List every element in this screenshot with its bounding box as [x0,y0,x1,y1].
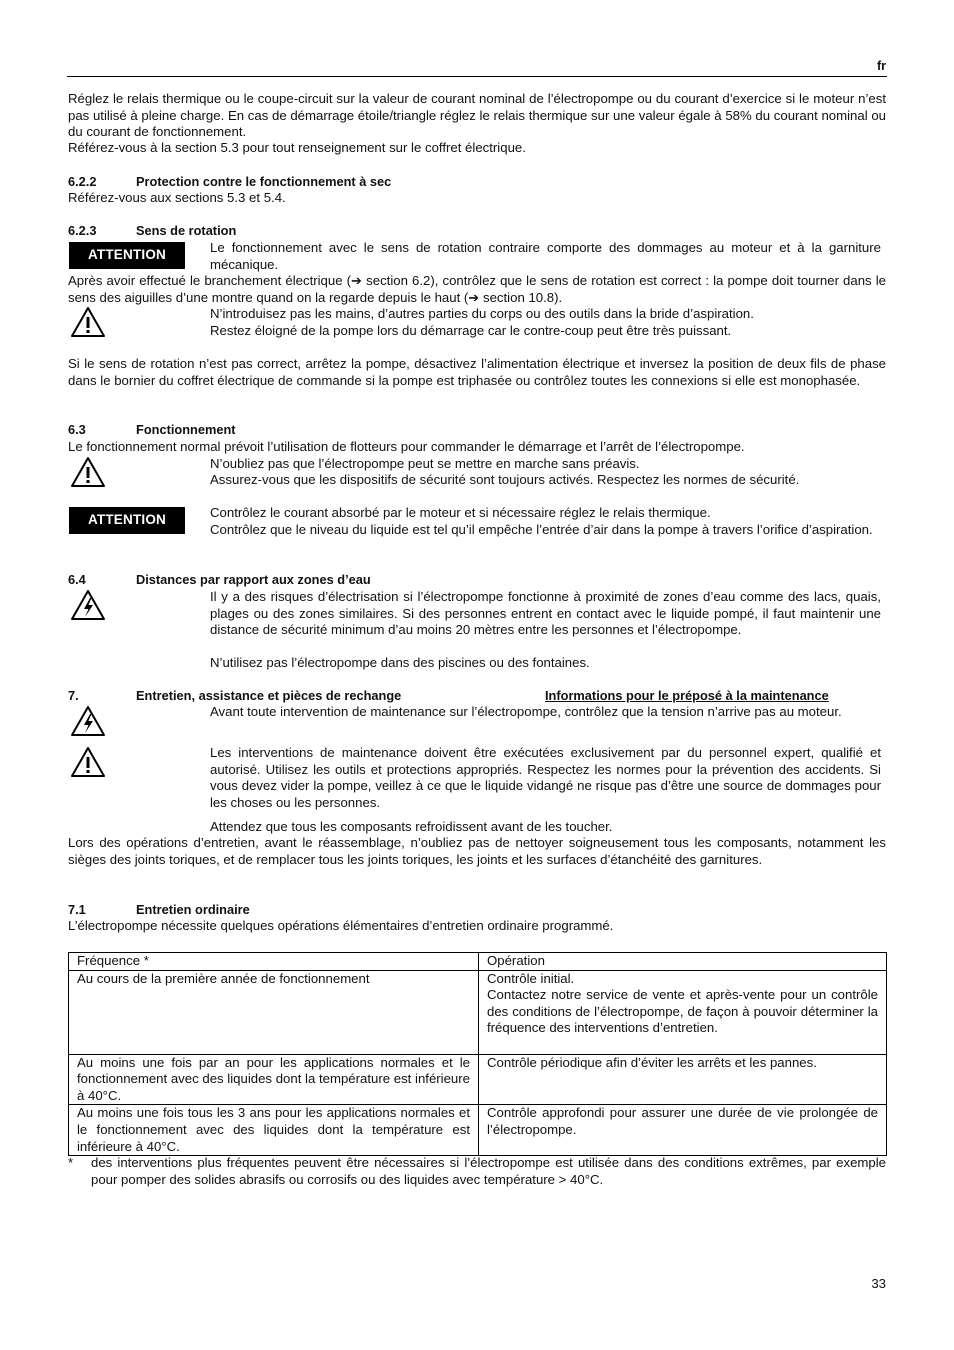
warning-triangle-icon [70,306,106,338]
electric-hazard-icon [70,705,106,737]
table-row [69,1054,887,1105]
section-6-4-heading: 6.4 Distances par rapport aux zones d’eau [68,572,371,587]
table-header-row [69,953,887,971]
section-6-2-2-heading: 6.2.2 Protection contre le fonctionnement à sec [68,174,392,189]
table-row [69,1105,887,1156]
table-row [69,970,887,1054]
section-6-3-heading: 6.3 Fonctionnement [68,422,236,437]
attention-level-text: Contrôlez que le niveau du liquide est tel qu’il empêche l’entrée d’air dans la pompe à travers l’orifice d’aspiration. [210,522,873,537]
maintenance-personnel-text: Les interventions de maintenance doivent être exécutées exclusivement par du personnel expert, qualifié et autorisé. Utilisez les outils et protections appropriés. Respectez les normes pour la prévention des accidents. Si vous devez vider la pompe, veillez à ce que le liquide vidangé ne risque pas d’être une source de dommages pour les choses ou les personnes. [210,745,881,810]
electrocution-paragraph: Il y a des risques d’électrisation si l’électropompe fonctionne à proximité de zones d’eau comme des lacs, quais, plages ou des zones similaires. Si des personnes entrent en contact avec le liquide pompé, il faut maintenir une distance de sécurité minimum d’au moins 20 mètres entre les personnes et l’électropompe. [210,589,881,638]
rotation-incorrect-paragraph: Si le sens de rotation n’est pas correct, arrêtez la pompe, désactivez l’alimentation électrique et inversez la position de deux fils de phase dans le bornier du coffret électrique de commande si la pompe est triphasée ou contrôlez toutes les connexions si elle est monophasée. [68,356,886,388]
header-rule [67,76,887,77]
maintenance-table [68,952,887,1156]
table-cell: Au moins une fois par an pour les applications normales et le fonctionnement avec des liquides dont la température est inférieure à 40°C. [69,1054,479,1105]
attention-text: Le fonctionnement avec le sens de rotation contraire comporte des dommages au moteur et à la garniture mécanique. [210,240,881,272]
attention-badge: ATTENTION [69,242,185,269]
pools-paragraph: N’utilisez pas l’électropompe dans des piscines ou des fontaines. [210,655,590,670]
warning-start-text: N’oubliez pas que l’électropompe peut se mettre en marche sans préavis. [210,456,640,471]
warning-triangle-icon [70,456,106,488]
attention-current-text: Contrôlez le courant absorbé par le moteur et si nécessaire réglez le relais thermique. [210,505,711,520]
electric-hazard-icon [70,589,106,621]
table-header-frequency: Fréquence * [69,953,479,971]
section-6-2-2-text: Référez-vous aux sections 5.3 et 5.4. [68,190,286,205]
maintenance-reassembly-paragraph: Lors des opérations d’entretien, avant le réassemblage, n’oubliez pas de nettoyer soigneusement tous les composants, notamment les sièges des joints toriques, et de remplacer tous les joints toriques, les joints et les surfaces d’étanchéité des garnitures. [68,835,886,867]
footnote-text: des interventions plus fréquentes peuvent être nécessaires si l’électropompe est utilisée dans des conditions extrêmes, par exemple pour pomper des solides abrasifs ou corrosifs ou des liquides avec température > 40°C. [91,1155,886,1187]
warning-kickback-text: Restez éloigné de la pompe lors du démarrage car le contre-coup peut être très puissant. [210,323,732,338]
intro-reference: Référez-vous à la section 5.3 pour tout renseignement sur le coffret électrique. [68,140,526,155]
table-cell: Contrôle approfondi pour assurer une durée de vie prolongée de l’électropompe. [479,1105,887,1156]
language-code: fr [876,59,886,73]
rotation-check-paragraph: Après avoir effectué le branchement électrique (➔ section 6.2), contrôlez que le sens de rotation est correct : la pompe doit tourner dans le sens des aiguilles d’une montre quand on la regarde depuis le haut (➔ section 10.8). [68,273,886,305]
table-cell: Au moins une fois tous les 3 ans pour les applications normales et le fonctionnement avec des liquides dont la température est inférieure à 40°C. [69,1105,479,1156]
maintenance-info-heading: Informations pour le préposé à la maintenance [545,688,829,703]
ordinary-maintenance-text: L’électropompe nécessite quelques opérations élémentaires d’entretien ordinaire programmé. [68,918,614,933]
warning-triangle-icon [70,746,106,778]
maintenance-voltage-text: Avant toute intervention de maintenance sur l’électropompe, contrôlez que la tension n’arrive pas au moteur. [210,704,842,719]
page-number: 33 [871,1276,886,1291]
operation-paragraph: Le fonctionnement normal prévoit l’utilisation de flotteurs pour commander le démarrage et l’arrêt de l’électropompe. [68,439,745,454]
table-header-operation: Opération [479,953,887,971]
section-7-heading: 7. Entretien, assistance et pièces de rechange [68,688,402,703]
maintenance-cooldown-text: Attendez que tous les composants refroidissent avant de les toucher. [210,819,613,834]
intro-paragraph: Réglez le relais thermique ou le coupe-circuit sur la valeur de courant nominal de l’électropompe ou du courant d’exercice si le moteur n’est pas utilisé à pleine charge. En cas de démarrage étoile/triangle réglez le relais thermique sur une valeur égale à 58% du courant nominal ou du courant de fonctionnement. [68,91,886,140]
attention-badge: ATTENTION [69,507,185,534]
section-7-1-heading: 7.1 Entretien ordinaire [68,902,250,917]
table-cell: Contrôle initial. Contactez notre service de vente et après-vente pour un contrôle des conditions de l’électropompe, de façon à pouvoir déterminer la fréquence des interventions d’entretien. [479,970,887,1054]
section-6-2-3-heading: 6.2.3 Sens de rotation [68,223,237,238]
warning-safety-text: Assurez-vous que les dispositifs de sécurité sont toujours activés. Respectez les normes de sécurité. [210,472,800,487]
warning-hands-text: N’introduisez pas les mains, d’autres parties du corps ou des outils dans la bride d’aspiration. [210,306,754,321]
table-cell: Contrôle périodique afin d’éviter les arrêts et les pannes. [479,1054,887,1105]
table-cell: Au cours de la première année de fonctionnement [69,970,479,1054]
footnote-marker: * [68,1155,74,1170]
